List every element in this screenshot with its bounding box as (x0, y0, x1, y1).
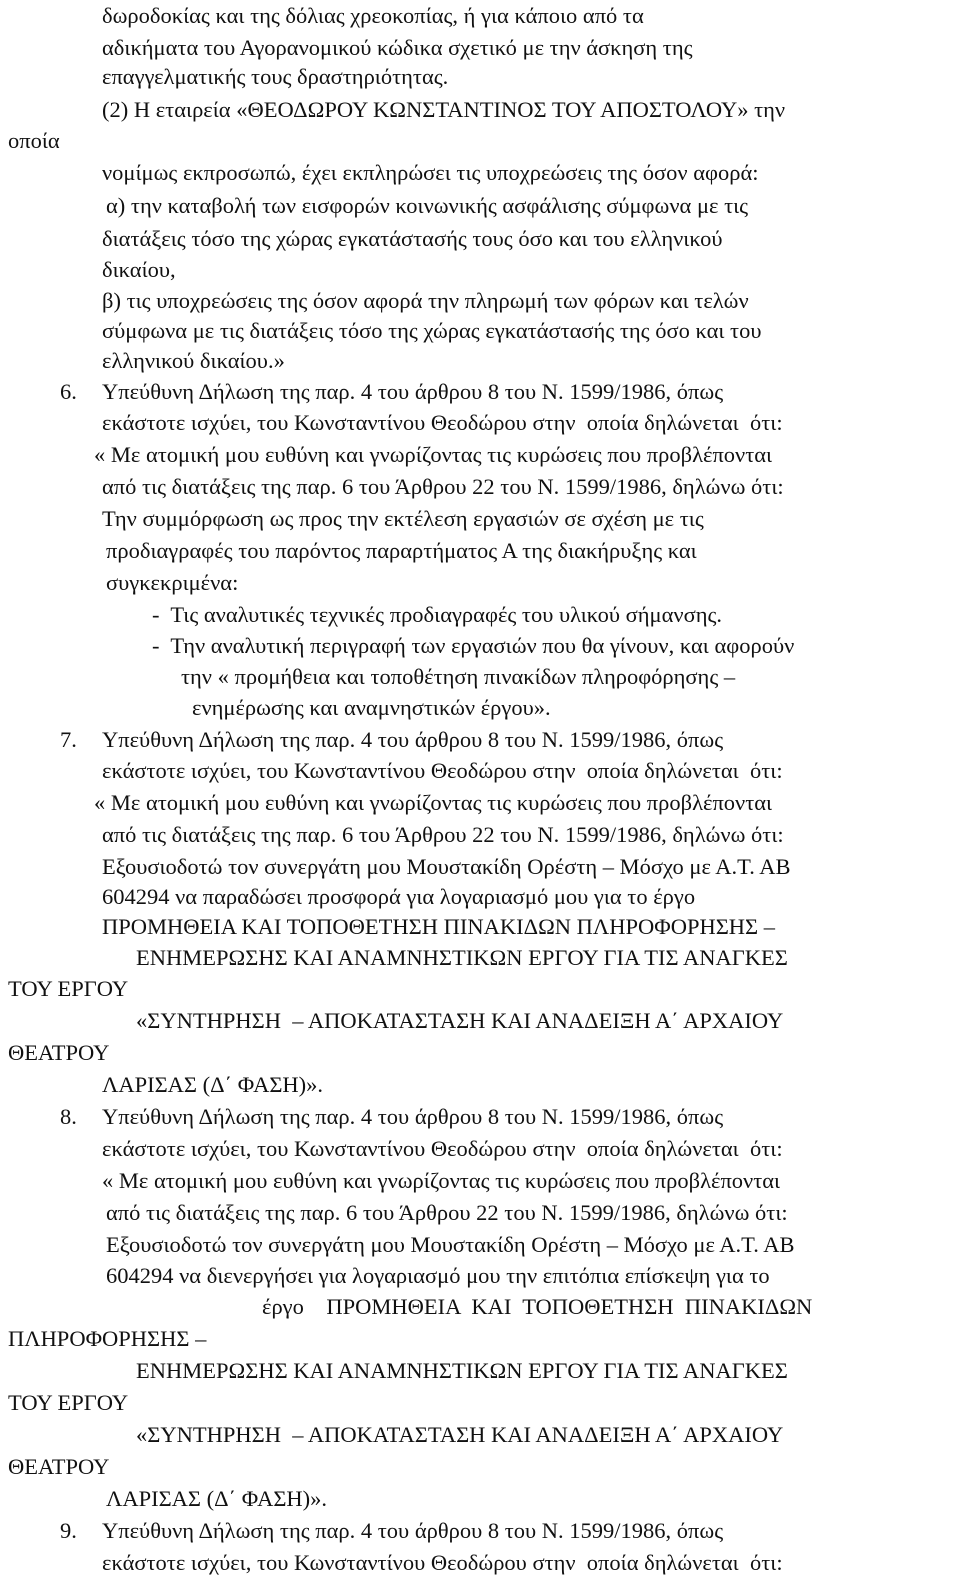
text-line: από τις διατάξεις της παρ. 6 του Άρθρου 22 του Ν. 1599/1986, δηλώνω ότι: (102, 474, 784, 499)
text-line: Υπεύθυνη Δήλωση της παρ. 4 του άρθρου 8 του Ν. 1599/1986, όπως (102, 727, 724, 752)
bullet-line: - Τις αναλυτικές τεχνικές προδιαγραφές του υλικού σήμανσης. (152, 602, 723, 627)
text-line: ΛΑΡΙΣΑΣ (Δ΄ ΦΑΣΗ)». (102, 1072, 324, 1097)
text-line: Υπεύθυνη Δήλωση της παρ. 4 του άρθρου 8 του Ν. 1599/1986, όπως (102, 1104, 724, 1129)
text-line: οποία (8, 128, 60, 153)
text-line: Την συμμόρφωση ως προς την εκτέλεση εργασιών σε σχέση με τις (102, 506, 704, 531)
bullet-line: - Την αναλυτική περιγραφή των εργασιών που θα γίνουν, και αφορούν (152, 633, 795, 658)
text-line: συγκεκριμένα: (106, 570, 239, 595)
text-line: δικαίου, (102, 257, 176, 282)
text-line: ΠΡΟΜΗΘΕΙΑ ΚΑΙ ΤΟΠΟΘΕΤΗΣΗ ΠΙΝΑΚΙΔΩΝ ΠΛΗΡΟΦΟΡΗΣΗΣ – (102, 914, 776, 939)
text-line: ΛΑΡΙΣΑΣ (Δ΄ ΦΑΣΗ)». (106, 1486, 328, 1511)
text-line: εκάστοτε ισχύει, του Κωνσταντίνου Θεοδώρου στην οποία δηλώνεται ότι: (102, 1550, 783, 1575)
item-number: 8. (60, 1104, 77, 1129)
text-line: νομίμως εκπροσωπώ, έχει εκπληρώσει τις υποχρεώσεις της όσον αφορά: (102, 160, 759, 185)
text-line: « Με ατομική μου ευθύνη και γνωρίζοντας τις κυρώσεις που προβλέπονται (94, 790, 773, 815)
item-number: 6. (60, 379, 77, 404)
text-line: Εξουσιοδοτώ τον συνεργάτη μου Μουστακίδη Ορέστη – Μόσχο με Α.Τ. ΑΒ (106, 1232, 795, 1257)
text-line: ελληνικού δικαίου.» (102, 348, 285, 373)
text-line: εκάστοτε ισχύει, του Κωνσταντίνου Θεοδώρου στην οποία δηλώνεται ότι: (102, 1136, 783, 1161)
text-line: ΠΛΗΡΟΦΟΡΗΣΗΣ – (8, 1326, 207, 1351)
text-line: « Με ατομική μου ευθύνη και γνωρίζοντας τις κυρώσεις που προβλέπονται (102, 1168, 781, 1193)
text-line: β) τις υποχρεώσεις της όσον αφορά την πληρωμή των φόρων και τελών (102, 288, 749, 313)
text-line: 604294 να διενεργήσει για λογαριασμό μου την επιτόπια επίσκεψη για το (106, 1263, 770, 1288)
text-line: εκάστοτε ισχύει, του Κωνσταντίνου Θεοδώρου στην οποία δηλώνεται ότι: (102, 758, 783, 783)
text-line: έργο ΠΡΟΜΗΘΕΙΑ ΚΑΙ ΤΟΠΟΘΕΤΗΣΗ ΠΙΝΑΚΙΔΩΝ (262, 1294, 813, 1319)
text-line: επαγγελματικής τους δραστηριότητας. (102, 64, 449, 89)
item-number: 7. (60, 727, 77, 752)
item-number: 9. (60, 1518, 77, 1543)
text-line: διατάξεις τόσο της χώρας εγκατάστασής τους όσο και του ελληνικού (102, 226, 723, 251)
text-line: «ΣΥΝΤΗΡΗΣΗ – ΑΠΟΚΑΤΑΣΤΑΣΗ ΚΑΙ ΑΝΑΔΕΙΞΗ Α΄ ΑΡΧΑΙΟΥ (136, 1008, 784, 1033)
text-line: από τις διατάξεις της παρ. 6 του Άρθρου 22 του Ν. 1599/1986, δηλώνω ότι: (106, 1200, 788, 1225)
text-line: σύμφωνα με τις διατάξεις τόσο της χώρας εγκατάστασής της όσο και του (102, 318, 762, 343)
text-line: από τις διατάξεις της παρ. 6 του Άρθρου 22 του Ν. 1599/1986, δηλώνω ότι: (102, 822, 784, 847)
text-line: προδιαγραφές του παρόντος παραρτήματος Α της διακήρυξης και (106, 538, 697, 563)
text-line: ΤΟΥ ΕΡΓΟΥ (8, 976, 129, 1001)
text-line: ΕΝΗΜΕΡΩΣΗΣ ΚΑΙ ΑΝΑΜΝΗΣΤΙΚΩΝ ΕΡΓΟΥ ΓΙΑ ΤΙΣ ΑΝΑΓΚΕΣ (136, 945, 788, 970)
text-line: ΤΟΥ ΕΡΓΟΥ (8, 1390, 129, 1415)
text-line: Εξουσιοδοτώ τον συνεργάτη μου Μουστακίδη Ορέστη – Μόσχο με Α.Τ. ΑΒ (102, 854, 791, 879)
text-line: Υπεύθυνη Δήλωση της παρ. 4 του άρθρου 8 του Ν. 1599/1986, όπως (102, 1518, 724, 1543)
text-line: αδικήματα του Αγορανομικού κώδικα σχετικό με την άσκηση της (102, 35, 693, 60)
text-line: 604294 να παραδώσει προσφορά για λογαριασμό μου για το έργο (102, 884, 696, 909)
text-line: εκάστοτε ισχύει, του Κωνσταντίνου Θεοδώρου στην οποία δηλώνεται ότι: (102, 410, 783, 435)
text-line: « Με ατομική μου ευθύνη και γνωρίζοντας τις κυρώσεις που προβλέπονται (94, 442, 773, 467)
text-line: «ΣΥΝΤΗΡΗΣΗ – ΑΠΟΚΑΤΑΣΤΑΣΗ ΚΑΙ ΑΝΑΔΕΙΞΗ Α΄ ΑΡΧΑΙΟΥ (136, 1422, 784, 1447)
text-line: ΕΝΗΜΕΡΩΣΗΣ ΚΑΙ ΑΝΑΜΝΗΣΤΙΚΩΝ ΕΡΓΟΥ ΓΙΑ ΤΙΣ ΑΝΑΓΚΕΣ (136, 1358, 788, 1383)
text-line: ΘΕΑΤΡΟΥ (8, 1454, 110, 1479)
text-line: ενημέρωσης και αναμνηστικών έργου». (192, 695, 551, 720)
text-line: Υπεύθυνη Δήλωση της παρ. 4 του άρθρου 8 του Ν. 1599/1986, όπως (102, 379, 724, 404)
text-line: α) την καταβολή των εισφορών κοινωνικής ασφάλισης σύμφωνα με τις (106, 193, 749, 218)
text-line: ΘΕΑΤΡΟΥ (8, 1040, 110, 1065)
text-line: δωροδοκίας και της δόλιας χρεοκοπίας, ή για κάποιο από τα (102, 3, 644, 28)
text-line: (2) Η εταιρεία «ΘΕΟΔΩΡΟΥ ΚΩΝΣΤΑΝΤΙΝΟΣ ΤΟΥ ΑΠΟΣΤΟΛΟΥ» την (102, 97, 786, 122)
text-line: την « προμήθεια και τοποθέτηση πινακίδων πληροφόρησης – (181, 664, 736, 689)
